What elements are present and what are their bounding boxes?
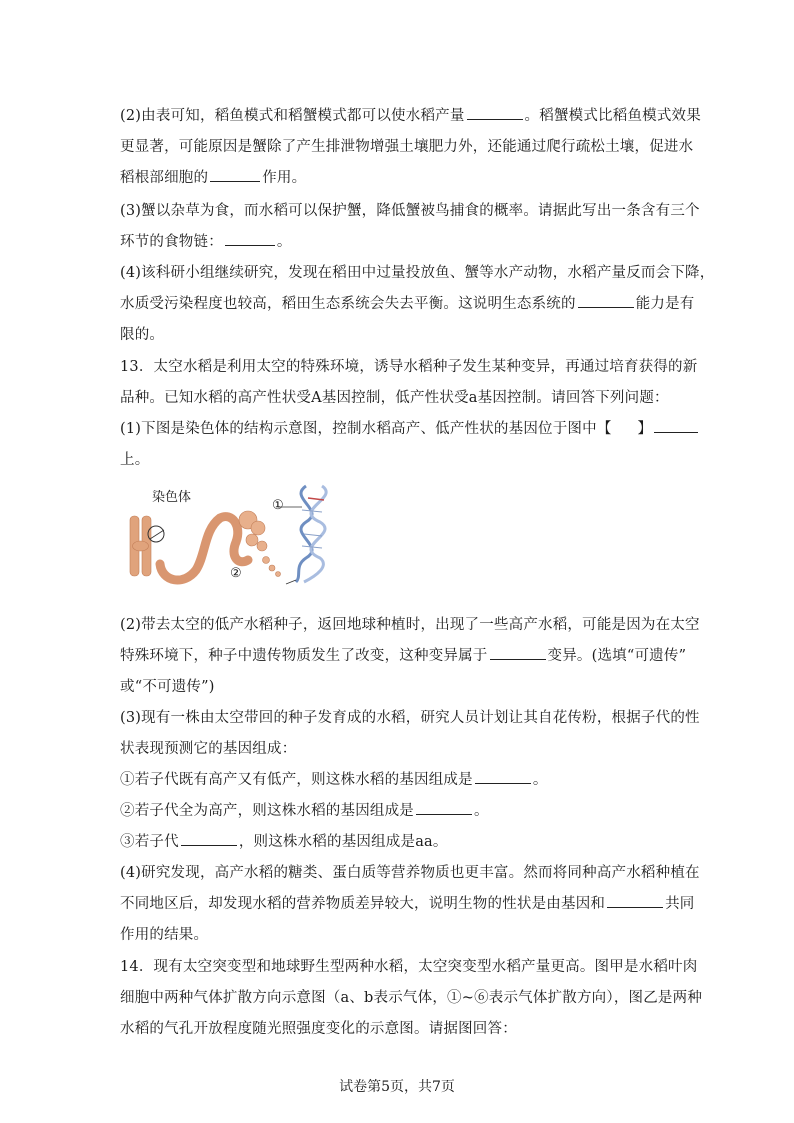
- q12-part4-line1: (4)该科研小组继续研究，发现在稻田中过量投放鱼、蟹等水产动物，水稻产量反而会下降，: [120, 265, 715, 281]
- q14-line3: 水稻的气孔开放程度随光照强度变化的示意图。请据图回答：: [120, 1021, 517, 1037]
- answer-blank[interactable]: [578, 293, 634, 308]
- q12-part2-line3: 稻根部细胞的 作用。: [120, 166, 306, 187]
- q13-part4-line2: 不同地区后，却发现水稻的营养物质差异较大，说明生物的性状是由基因和 共同: [120, 892, 695, 913]
- coiled-chromatin: [160, 511, 281, 580]
- q13-intro-line1: 13．太空水稻是利用太空的特殊环境，诱导水稻种子发生某种变异，再通过培育获得的新: [120, 359, 698, 375]
- q13-part4-line3: 作用的结果。: [120, 927, 209, 943]
- q13-part1-line2: 上。: [120, 452, 150, 468]
- answer-blank[interactable]: [467, 105, 523, 120]
- q12-part4-line2: 水质受污染程度也较高，稻田生态系统会失去平衡。这说明生态系统的 能力是有: [120, 292, 695, 313]
- q13-part3-line1: (3)现有一株由太空带回的种子发育成的水稻，研究人员计划让其自花传粉，根据子代的性: [120, 710, 700, 726]
- q13-part3-option2: ②若子代全为高产，则这株水稻的基因组成是 。: [120, 799, 489, 820]
- figure-label-1: ①: [272, 498, 284, 513]
- q13-part2-line3: 或“不可遗传”): [120, 679, 215, 695]
- answer-blank[interactable]: [225, 231, 275, 246]
- chromosome-shape: [130, 516, 151, 576]
- q12-part2-line2: 更显著，可能原因是蟹除了产生排泄物增强土壤肥力外，还能通过爬行疏松土壤，促进水: [120, 139, 694, 155]
- q13-part3-option1: ①若子代既有高产又有低产，则这株水稻的基因组成是 。: [120, 768, 548, 789]
- q14-line1: 14．现有太空突变型和地球野生型两种水稻，太空突变型水稻产量更高。图甲是水稻叶肉: [120, 959, 698, 975]
- q13-part2-line1: (2)带去太空的低产水稻种子，返回地球种植时，出现了一些高产水稻，可能是因为在太空: [120, 617, 700, 633]
- chromosome-structure-figure: [126, 482, 344, 592]
- dna-helix: [296, 486, 326, 582]
- q12-part4-line3: 限的。: [120, 327, 165, 343]
- answer-blank[interactable]: [416, 800, 472, 815]
- q13-part4-line1: (4)研究发现，高产水稻的糖类、蛋白质等营养物质也更丰富。然而将同种高产水稻种植在: [120, 865, 700, 881]
- q14-line2: 细胞中两种气体扩散方向示意图（a、b表示气体，①~⑥表示气体扩散方向），图乙是两种: [120, 990, 703, 1006]
- answer-blank[interactable]: [475, 769, 531, 784]
- q13-part2-line2: 特殊环境下，种子中遗传物质发生了改变，这种变异属于 变异。(选填“可遗传”: [120, 644, 686, 665]
- answer-blank[interactable]: [490, 645, 546, 660]
- q13-part3-option3: ③若子代 ，则这株水稻的基因组成是aa。: [120, 830, 448, 851]
- q12-part2-line1: (2)由表可知，稻鱼模式和稻蟹模式都可以使水稻产量 。稻蟹模式比稻鱼模式效果: [120, 104, 701, 125]
- q13-part1-line1: (1)下图是染色体的结构示意图，控制水稻高产、低产性状的基因位于图中【 】: [120, 417, 700, 438]
- q12-part3-line1: (3)蟹以杂草为食，而水稻可以保护蟹，降低蟹被鸟捕食的概率。请据此写出一条含有三个: [120, 203, 700, 219]
- answer-blank[interactable]: [181, 831, 237, 846]
- answer-blank[interactable]: [607, 893, 663, 908]
- figure-label-2: ②: [230, 566, 242, 581]
- answer-blank[interactable]: [654, 418, 698, 433]
- q12-part3-line2: 环节的食物链： 。: [120, 230, 292, 251]
- q13-intro-line2: 品种。已知水稻的高产性状受A基因控制，低产性状受a基因控制。请回答下列问题：: [120, 390, 669, 406]
- figure-label-chromosome: 染色体: [152, 490, 192, 505]
- page-footer: 试卷第5页，共7页: [339, 1079, 455, 1095]
- answer-blank[interactable]: [210, 167, 260, 182]
- q13-part3-line2: 状表现预测它的基因组成：: [120, 741, 297, 757]
